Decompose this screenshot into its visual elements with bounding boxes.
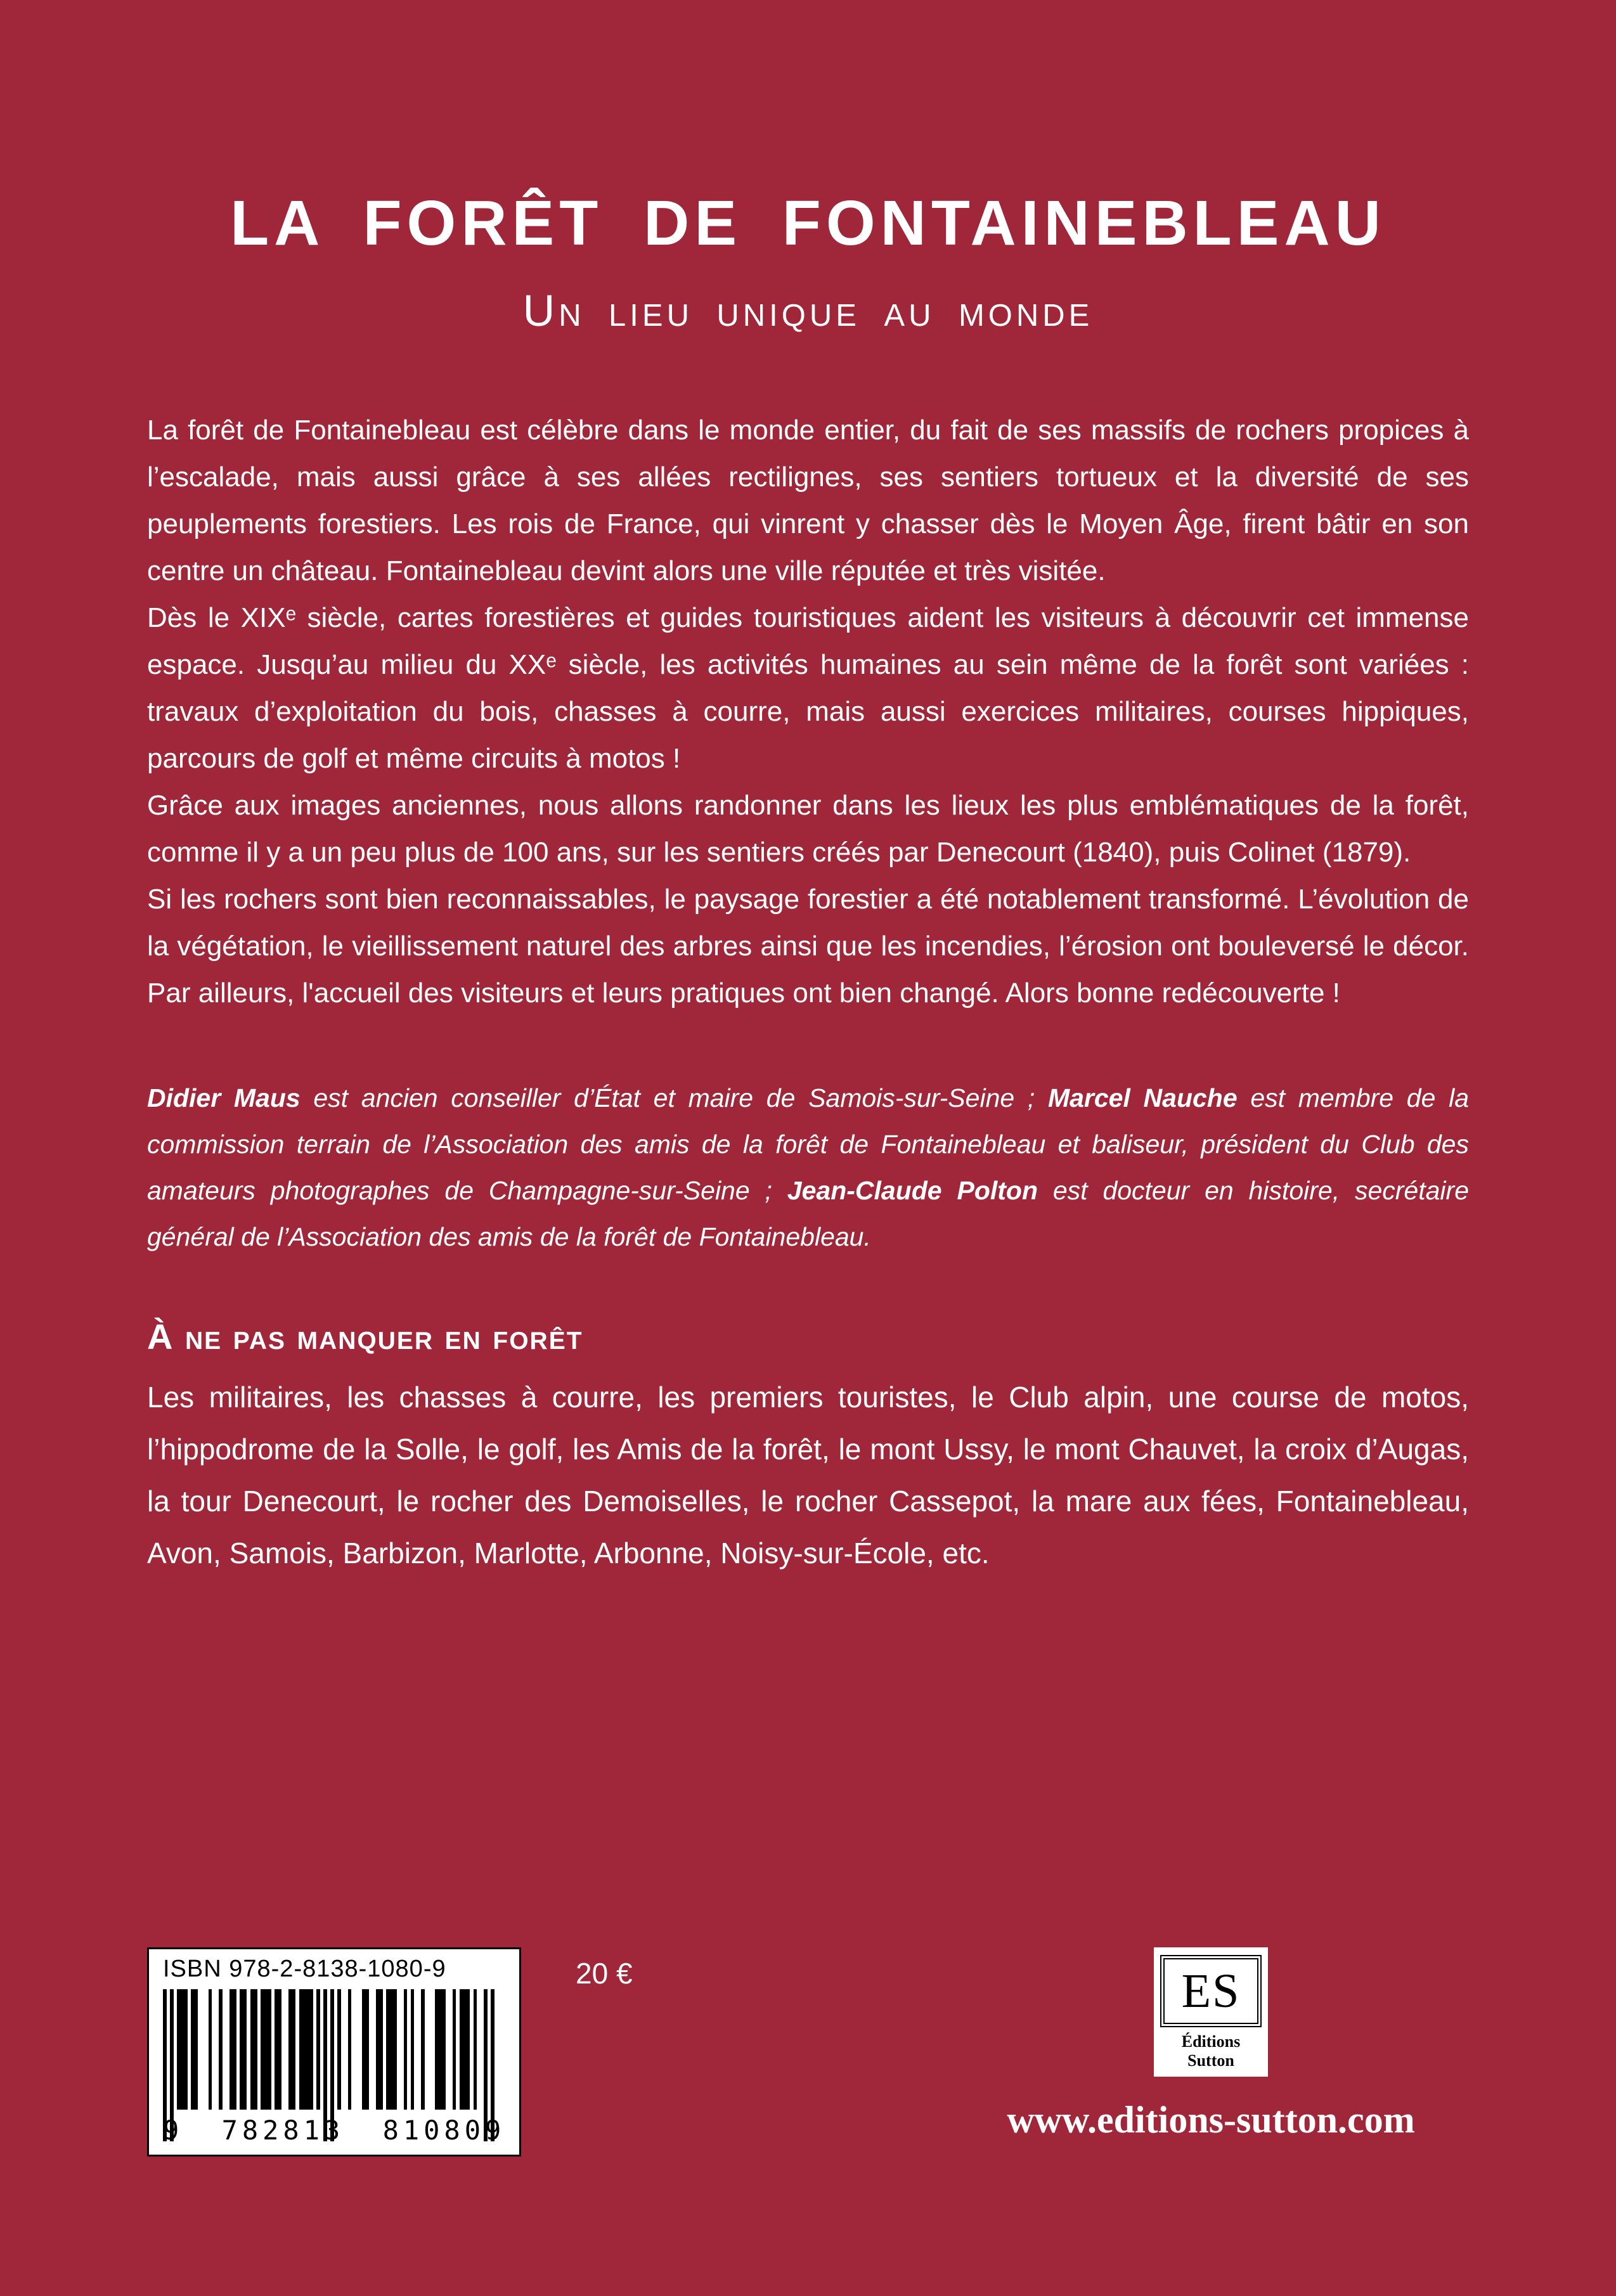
logo-frame (1160, 1955, 1262, 2027)
publisher-name-line2: Sutton (1187, 2051, 1234, 2070)
synopsis-paragraph: Si les rochers sont bien reconnaissables, le paysage forestier a été notablement transformé. L’évolution de la végétation, le vieillissement naturel des arbres ainsi que les incendies, l’érosion ont bouleversé le décor. Par ailleurs, l'accueil des visiteurs et leurs pratiques ont bien changé. Alors bonne redécouverte ! (147, 884, 1469, 1009)
synopsis-paragraph: La forêt de Fontainebleau est célèbre dans le monde entier, du fait de ses massifs de rochers propices à l’escalade, mais aussi grâce à ses allées rectilignes, ses sentiers tortueux et la diversité de ses peuplements forestiers. Les rois de France, qui vinrent y chasser dès le Moyen Âge, firent bâtir en son centre un château. Fontainebleau devint alors une ville réputée et très visitée. (147, 415, 1469, 586)
cover-header (147, 187, 1469, 336)
author-name: Didier Maus (147, 1083, 301, 1113)
publisher-website: www.editions-sutton.com (1007, 2099, 1415, 2141)
synopsis-paragraph: Grâce aux images anciennes, nous allons randonner dans les lieux les plus emblématiques de la forêt, comme il y a un peu plus de 100 ans, sur les sentiers créés par Denecourt (1840), puis Colinet (1879). (147, 790, 1469, 868)
publisher-block (970, 1947, 1452, 2142)
synopsis-paragraph: Dès le XIXᵉ siècle, cartes forestières et guides touristiques aident les visiteurs à découvrir cet immense espace. Jusqu’au milieu du XXᵉ siècle, les activités humaines au sein même de la forêt sont variées : travaux d’exploitation du bois, chasses à courre, mais aussi exercices militaires, courses hippiques, parcours de golf et même circuits à motos ! (147, 602, 1469, 774)
isbn-barcode-box (147, 1947, 521, 2157)
author-name: Jean-Claude Polton (787, 1176, 1038, 1205)
bio-text: est membre de la commission terrain de l’Association des amis de la forêt de Fontainebleau et baliseur, président du Club des amateurs photographes de Champagne-sur-Seine ; (147, 1083, 1469, 1205)
publisher-name (1160, 2032, 1262, 2070)
barcode-digits: 9 782813 810809 (163, 2115, 506, 2146)
synopsis (147, 407, 1469, 1017)
book-subtitle: Un lieu unique au monde (522, 286, 1094, 335)
highlights-heading: À ne pas manquer en forêt (147, 1317, 583, 1357)
highlights-section (147, 1316, 1469, 1579)
highlights-text: Les militaires, les chasses à courre, les premiers touristes, le Club alpin, une course de motos, l’hippodrome de la Solle, le golf, les Amis de la forêt, le mont Ussy, le mont Chauvet, la croix d’Augas, la tour Denecourt, le rocher des Demoiselles, le rocher Cassepot, la mare aux fées, Fontainebleau, Avon, Samois, Barbizon, Marlotte, Arbonne, Noisy-sur-École, etc. (147, 1381, 1469, 1570)
authors-bio-paragraph (147, 1075, 1469, 1260)
publisher-initials: ES (1181, 1964, 1241, 2018)
authors-bio (147, 1075, 1469, 1260)
price-label: 20 € (576, 1957, 633, 1990)
book-title: LA FORÊT DE FONTAINEBLEAU (230, 188, 1386, 259)
bio-text: est ancien conseiller d’État et maire de Samois-sur-Seine ; (300, 1083, 1048, 1113)
publisher-name-line1: Éditions (1181, 2032, 1241, 2051)
author-name: Marcel Nauche (1047, 1083, 1238, 1113)
bio-text: est docteur en histoire, secrétaire général de l’Association des amis de la forêt de Fontainebleau. (147, 1176, 1469, 1251)
isbn-label: ISBN 978-2-8138-1080-9 (163, 1956, 446, 1982)
editions-sutton-logo (1154, 1947, 1268, 2077)
